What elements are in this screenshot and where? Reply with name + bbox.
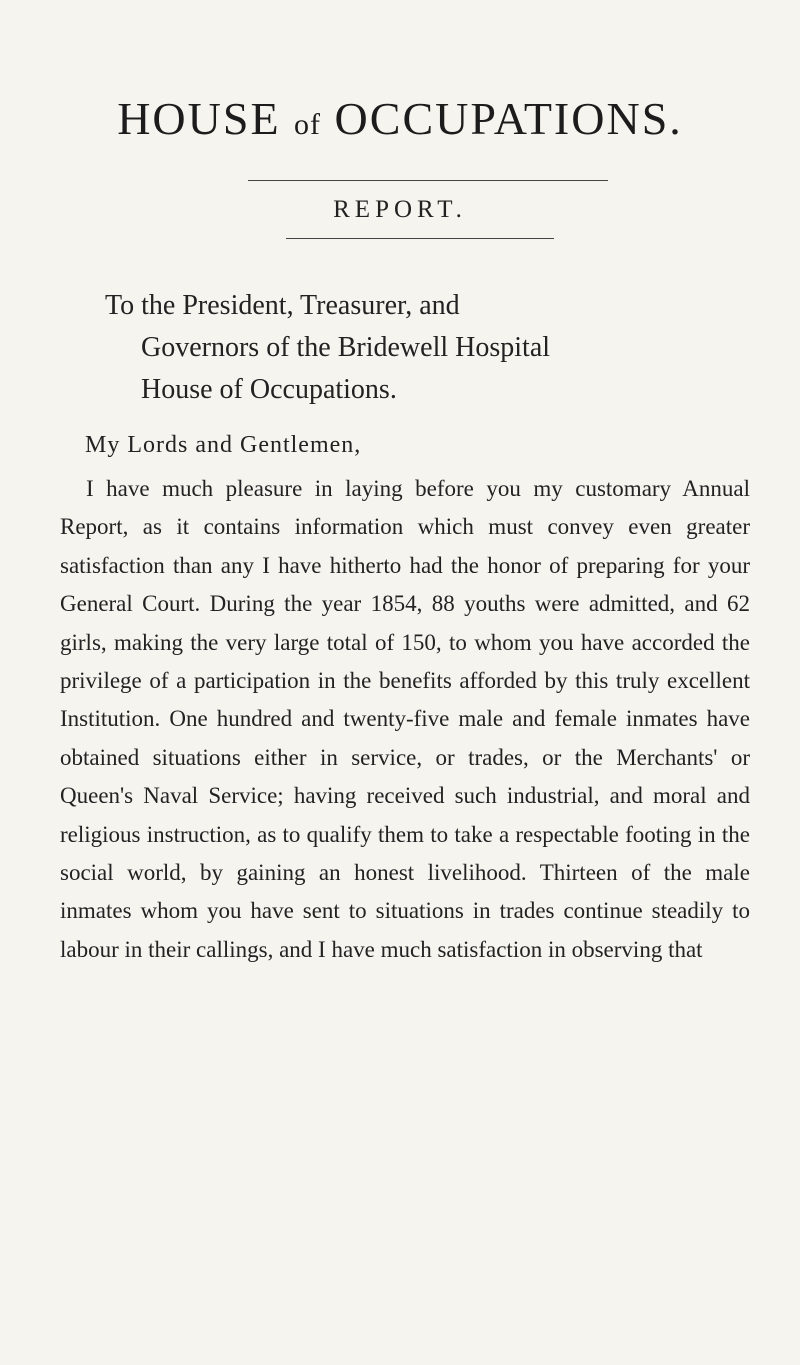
address-block [105,285,755,411]
divider-top [248,180,608,181]
salutation: My Lords and Gentlemen, [85,432,362,458]
body-paragraph: I have much pleasure in laying before you my customary Annual Report, as it contains information which must convey even greater satisfaction than any I have hitherto had the honor of preparing for your General Court. During the year 1854, 88 youths were admitted, and 62 girls, making the very large total of 150, to whom you have accorded the privilege of a participation in the benefits afforded by this truly excellent Institution. One hundred and twenty-five male and female inmates have obtained situations either in service, or trades, or the Merchants' or Queen's Naval Service; having received such industrial, and moral and religious instruction, as to qualify them to take a respectable footing in the social world, by gaining an honest livelihood. Thirteen of the male inmates whom you have sent to situations in trades continue steadily to labour in their callings, and I have much satisfaction in observing that [60,476,750,962]
heading-occupations: OCCUPATIONS. [334,93,683,144]
document-heading [0,92,800,145]
heading-house: HOUSE [117,93,281,144]
address-line-3: House of Occupations. [141,374,397,405]
report-title: REPORT. [333,196,467,223]
divider-bottom [286,238,554,239]
address-line-1: To the President, Treasurer, and [105,290,460,321]
heading-of: of [294,108,322,141]
address-line-2: Governors of the Bridewell Hospital [141,332,551,363]
